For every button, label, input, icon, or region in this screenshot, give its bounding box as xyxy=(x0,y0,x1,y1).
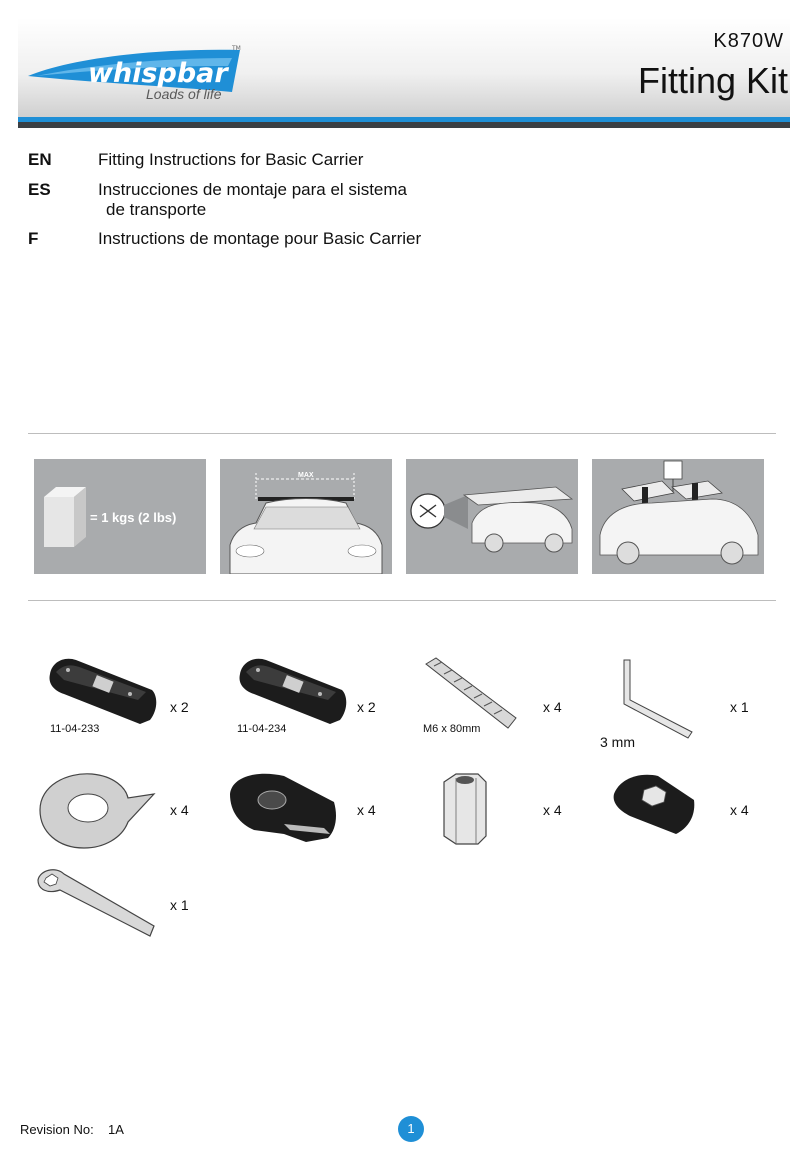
logo-wordmark: whispbar xyxy=(88,58,228,89)
spacer-icon xyxy=(440,768,490,848)
hex-key-icon xyxy=(612,656,702,740)
lang-text-f: Instructions de montage pour Basic Carrier xyxy=(98,229,422,248)
lang-code-en: EN xyxy=(28,150,52,169)
qty-foot-pad-233: x 2 xyxy=(170,699,189,715)
car-roof-rack-icon xyxy=(592,459,764,574)
qty-spacer: x 4 xyxy=(543,802,562,818)
qty-clamp: x 4 xyxy=(357,802,376,818)
page-number: 1 xyxy=(398,1116,424,1142)
max-label: MAX xyxy=(298,472,314,479)
max-spread-panel xyxy=(220,459,392,574)
nut-plate-icon xyxy=(610,770,700,838)
roof-rack-panel xyxy=(592,459,764,574)
revision-value: 1A xyxy=(108,1122,124,1137)
page-title: Fitting Kit xyxy=(637,60,788,101)
part-number-bolt: M6 x 80mm xyxy=(423,723,481,735)
qty-wrench: x 1 xyxy=(170,897,189,913)
model-number: K870W xyxy=(713,30,784,52)
lang-text-en: Fitting Instructions for Basic Carrier xyxy=(98,150,364,169)
qty-hex-key: x 1 xyxy=(730,699,749,715)
lang-code-es: ES xyxy=(28,180,51,199)
wrench-icon xyxy=(34,866,158,940)
qty-washer: x 4 xyxy=(170,802,189,818)
divider-top xyxy=(28,433,776,434)
hex-key-size: 3 mm xyxy=(600,734,635,750)
part-number-233: 11-04-233 xyxy=(50,723,100,735)
lang-code-f: F xyxy=(28,229,39,248)
part-number-234: 11-04-234 xyxy=(237,723,287,735)
bolt-icon xyxy=(420,656,520,732)
tagline: Loads of life xyxy=(146,86,222,102)
clamp-icon xyxy=(224,768,344,846)
qty-bolt: x 4 xyxy=(543,699,562,715)
car-load-strap-icon xyxy=(406,459,578,574)
divider-bottom xyxy=(28,600,776,601)
foot-pad-233-icon xyxy=(42,650,162,728)
revision-label: Revision No: xyxy=(20,1122,94,1137)
lang-text-es-2: de transporte xyxy=(106,200,207,219)
weight-panel xyxy=(34,459,206,574)
header-dark-stripe xyxy=(18,122,790,128)
logo-trademark: TM xyxy=(232,45,241,52)
qty-foot-pad-234: x 2 xyxy=(357,699,376,715)
foot-pad-234-icon xyxy=(232,650,352,728)
lang-text-es-1: Instrucciones de montaje para el sistema xyxy=(98,180,407,199)
weight-label: = 1 kgs (2 lbs) xyxy=(90,510,177,525)
washer-icon xyxy=(36,768,158,852)
strap-panel xyxy=(406,459,578,574)
qty-nut-plate: x 4 xyxy=(730,802,749,818)
